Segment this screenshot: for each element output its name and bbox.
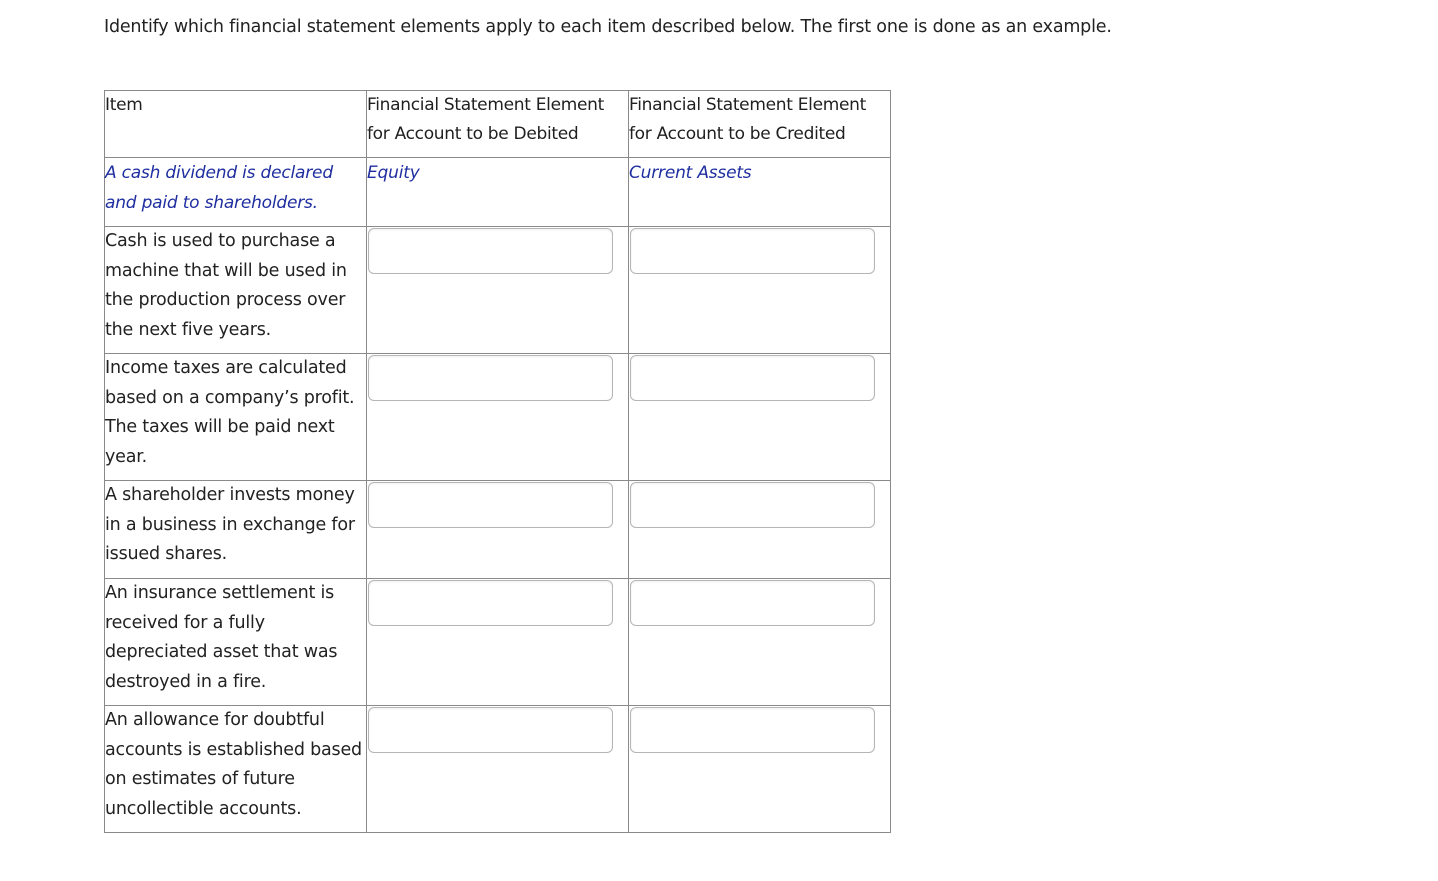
header-item: Item <box>105 91 367 158</box>
debited-input[interactable] <box>368 580 613 626</box>
debited-input[interactable] <box>368 355 613 401</box>
example-credited: Current Assets <box>629 158 891 227</box>
row-item-text: Cash is used to purchase a machine that will be used in the production process over the next five years. <box>105 227 367 354</box>
debited-input[interactable] <box>368 482 613 528</box>
table-row <box>105 354 891 481</box>
debited-input[interactable] <box>368 228 613 274</box>
header-credited: Financial Statement Element for Account to be Credited <box>629 91 891 158</box>
credited-input[interactable] <box>630 707 875 753</box>
example-item: A cash dividend is declared and paid to shareholders. <box>105 158 367 227</box>
credited-input[interactable] <box>630 482 875 528</box>
example-debited: Equity <box>367 158 629 227</box>
table-row <box>105 579 891 706</box>
table-row <box>105 227 891 354</box>
credited-input[interactable] <box>630 228 875 274</box>
table-row <box>105 481 891 579</box>
credited-input[interactable] <box>630 580 875 626</box>
instructions-text: Identify which financial statement elements apply to each item described below. The first one is done as an example. <box>104 17 1112 37</box>
table-header-row <box>105 91 891 158</box>
example-row <box>105 158 891 227</box>
financial-elements-table <box>104 90 891 833</box>
row-item-text: Income taxes are calculated based on a company’s profit. The taxes will be paid next year. <box>105 354 367 481</box>
table-row <box>105 706 891 833</box>
debited-input[interactable] <box>368 707 613 753</box>
row-item-text: An allowance for doubtful accounts is established based on estimates of future uncollectible accounts. <box>105 706 367 833</box>
row-item-text: An insurance settlement is received for a fully depreciated asset that was destroyed in a fire. <box>105 579 367 706</box>
row-item-text: A shareholder invests money in a business in exchange for issued shares. <box>105 481 367 579</box>
credited-input[interactable] <box>630 355 875 401</box>
header-debited: Financial Statement Element for Account to be Debited <box>367 91 629 158</box>
